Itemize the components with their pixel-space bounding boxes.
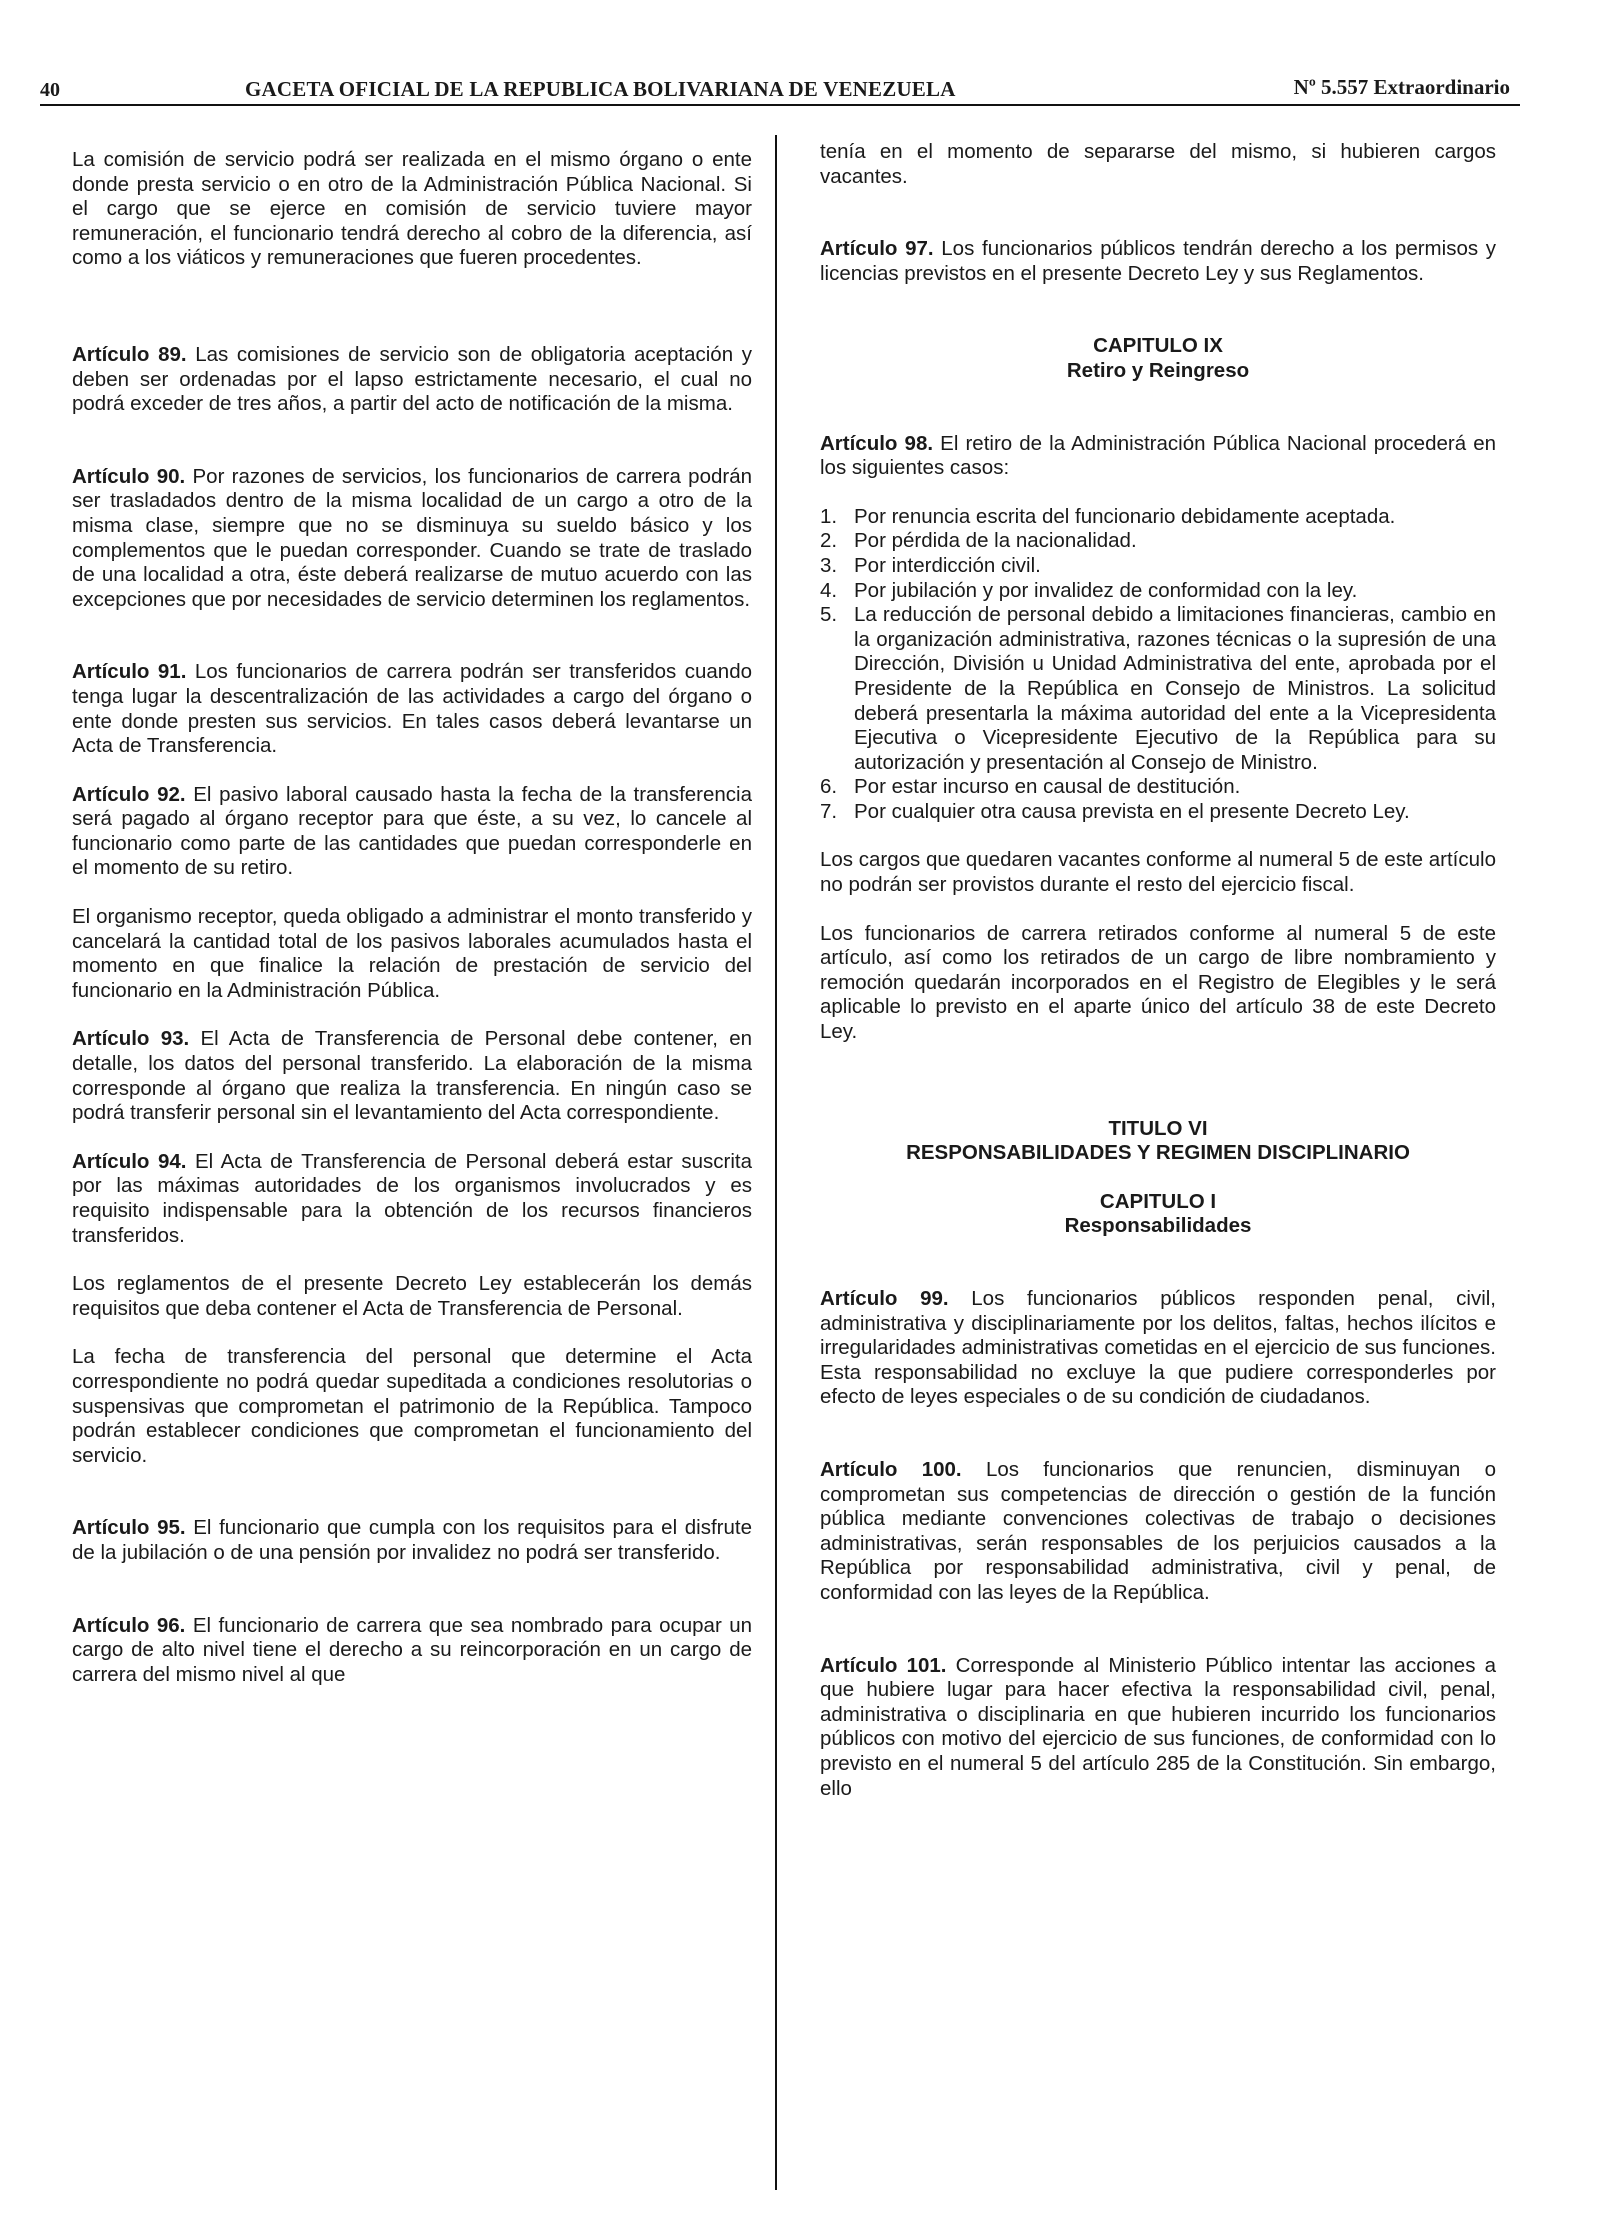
list-item-text: Por interdicción civil. [854, 553, 1041, 577]
right-column [820, 140, 1496, 1801]
chapter-title: CAPITULO I [1099, 1189, 1217, 1213]
article-label: Artículo 100. [820, 1457, 962, 1481]
chapter-subtitle: Responsabilidades [1064, 1214, 1252, 1238]
article-100: Artículo 100. Los funcionarios que renuncien, disminuyan o comprometan sus competencias de dirección o gestión de la función pública mediante convenciones colectivas de trabajo o decisiones administrativas, serán responsables de los perjuicios causados a la República por responsabilidad administrativa, civil y penal, de conformidad con las leyes de la República. [820, 1457, 1496, 1604]
article-label: Artículo 89. [72, 342, 187, 366]
paragraph: Los funcionarios de carrera retirados conforme al numeral 5 de este artículo, así como los retirados de un cargo de libre nombramiento y remoción quedarán incorporados en el Registro de Elegibles y le será aplicable lo previsto en el aparte único del artículo 38 de este Decreto Ley. [820, 921, 1496, 1044]
title-subtitle: RESPONSABILIDADES Y REGIMEN DISCIPLINARIO [906, 1141, 1410, 1165]
paragraph: El organismo receptor, queda obligado a administrar el monto transferido y cancelará la cantidad total de los pasivos laborales acumulados hasta el momento en que finalice la relación de prestación de servicio del funcionario en la Administración Pública. [72, 905, 752, 1002]
chapter-heading [820, 1190, 1496, 1239]
title-heading [820, 1117, 1496, 1166]
chapter-title: CAPITULO IX [1093, 334, 1223, 358]
paragraph: La fecha de transferencia del personal que determine el Acta correspondiente no podrá quedar supeditada a condiciones resolutorias o suspensivas que comprometan el patrimonio de la República. Tampoco podrán establecer condiciones que comprometan el funcionamiento del servicio. [72, 1345, 752, 1467]
paragraph: tenía en el momento de separarse del mismo, si hubieren cargos vacantes. [820, 140, 1496, 188]
article-98: Artículo 98. El retiro de la Administración Pública Nacional procederá en los siguientes casos: [820, 431, 1496, 480]
article-label: Artículo 90. [72, 464, 186, 488]
article-label: Artículo 96. [72, 1613, 186, 1637]
list-item-text: Por jubilación y por invalidez de conformidad con la ley. [854, 578, 1358, 602]
article-89: Artículo 89. Las comisiones de servicio son de obligatoria aceptación y deben ser ordenadas por el lapso estrictamente necesario, el cual no podrá exceder de tres años, a partir del acto de notificación de la misma. [72, 342, 752, 416]
article-96: Artículo 96. El funcionario de carrera que sea nombrado para ocupar un cargo de alto nivel tiene el derecho a su reincorporación en un cargo de carrera del mismo nivel al que [72, 1613, 752, 1686]
list-item-number: 3. [820, 553, 838, 577]
paragraph: La comisión de servicio podrá ser realizada en el mismo órgano o ente donde presta servicio o en otro de la Administración Pública Nacional. Si el cargo que se ejerce en comisión de servicio tuviere mayor remuneración, el funcionario tendrá derecho al cobro de la diferencia, así como a los viáticos y remuneraciones que fueren procedentes. [72, 148, 752, 270]
article-label: Artículo 93. [72, 1027, 190, 1051]
article-label: Artículo 94. [72, 1149, 187, 1173]
list-item-text: Por pérdida de la nacionalidad. [854, 529, 1137, 553]
article-label: Artículo 92. [72, 782, 186, 806]
list-item [820, 603, 1496, 775]
article-label: Artículo 99. [820, 1287, 949, 1310]
article-95: Artículo 95. El funcionario que cumpla con los requisitos para el disfrute de la jubilación o de una pensión por invalidez no podrá ser transferido. [72, 1516, 752, 1564]
list-item [820, 775, 1496, 800]
article-label: Artículo 97. [820, 237, 934, 261]
left-column [72, 148, 752, 1687]
numbered-list [820, 505, 1496, 825]
list-item-number: 1. [820, 504, 838, 528]
article-label: Artículo 101. [820, 1653, 947, 1677]
article-90: Artículo 90. Por razones de servicios, los funcionarios de carrera podrán ser trasladados dentro de la misma localidad de un cargo a otro de la misma clase, siempre que no se disminuya su sueldo básico y los complementos que le puedan corresponder. Cuando se trate de traslado de una localidad a otra, éste deberá realizarse de mutuo acuerdo con las excepciones que por necesidades de servicio determinen los reglamentos. [72, 464, 753, 611]
list-item-text: Por renuncia escrita del funcionario debidamente aceptada. [854, 504, 1396, 528]
article-93: Artículo 93. El Acta de Transferencia de Personal debe contener, en detalle, los datos del personal transferido. La elaboración de la misma corresponde al órgano que realiza la transferencia. En ningún caso se podrá transferir personal sin el levantamiento del Acta correspondiente. [72, 1027, 752, 1125]
list-item-text: La reducción de personal debido a limitaciones financieras, cambio en la organización administrativa, razones técnicas o la supresión de una Dirección, División u Unidad Administrativa del ente, aprobada por el Presidente de la República en Consejo de Ministros. La solicitud deberá presentarla la máxima autoridad del ente a la Vicepresidenta Ejecutiva o Vicepresidente Ejecutivo de la República para su autorización y presentación al Consejo de Ministro. [854, 603, 1496, 774]
list-item-number: 7. [820, 799, 838, 823]
article-label: Artículo 91. [72, 660, 187, 684]
list-item [820, 800, 1496, 825]
list-item [820, 529, 1496, 554]
list-item-number: 2. [820, 529, 838, 553]
list-item-text: Por estar incurso en causal de destitución. [854, 775, 1241, 799]
page-number: 40 [40, 79, 60, 101]
title-number: TITULO VI [1108, 1116, 1208, 1140]
paragraph: Los cargos que quedaren vacantes conforme al numeral 5 de este artículo no podrán ser provistos durante el resto del ejercicio fiscal. [820, 848, 1496, 897]
list-item-number: 5. [820, 603, 838, 627]
article-label: Artículo 95. [72, 1516, 186, 1540]
list-item-number: 4. [820, 578, 838, 602]
article-101: Artículo 101. Corresponde al Ministerio Público intentar las acciones a que hubiere lugar para hacer efectiva la responsabilidad civil, penal, administrativa o disciplinaria en que hubieren incurrido los funcionarios públicos con motivo del ejercicio de sus funciones, de conformidad con lo previsto en el numeral 5 del artículo 285 de la Constitución. Sin embargo, ello [820, 1653, 1496, 1800]
article-99: Artículo 99. Los funcionarios públicos responden penal, civil, administrativa y disciplinariamente por los delitos, faltas, hechos ilícitos e irregularidades administrativas cometidas en el ejercicio de sus funciones. Esta responsabilidad no excluye la que pudiere corresponderles por efecto de leyes especiales o de su condición de ciudadanos. [820, 1287, 1496, 1409]
chapter-subtitle: Retiro y Reingreso [1066, 358, 1250, 382]
list-item [820, 505, 1496, 530]
column-divider [775, 135, 777, 2190]
article-97: Artículo 97. Los funcionarios públicos tendrán derecho a los permisos y licencias previstos en el presente Decreto Ley y sus Reglamentos. [820, 237, 1497, 285]
page-header [40, 74, 1520, 106]
paragraph: Los reglamentos de el presente Decreto Ley establecerán los demás requisitos que deba contener el Acta de Transferencia de Personal. [72, 1272, 752, 1320]
list-item-number: 6. [820, 775, 838, 799]
article-92: Artículo 92. El pasivo laboral causado hasta la fecha de la transferencia será pagado al órgano receptor para que éste, a su vez, lo cancele al funcionario como parte de las cantidades que puedan corresponderle en el momento de su retiro. [72, 782, 753, 880]
chapter-heading [820, 334, 1496, 383]
article-94: Artículo 94. El Acta de Transferencia de Personal deberá estar suscrita por las máximas autoridades de los organismos involucrados y es requisito indispensable para la obtención de los recursos financieros transferidos. [72, 1149, 753, 1247]
article-91: Artículo 91. Los funcionarios de carrera podrán ser transferidos cuando tenga lugar la descentralización de las actividades a cargo del órgano o ente donde presten sus servicios. En tales casos deberá levantarse un Acta de Transferencia. [72, 660, 752, 758]
list-item [820, 579, 1496, 604]
article-label: Artículo 98. [820, 431, 934, 455]
issue-number: Nº 5.557 Extraordinario [1293, 75, 1510, 99]
gazette-title: GACETA OFICIAL DE LA REPUBLICA BOLIVARIANA DE VENEZUELA [245, 77, 956, 101]
list-item-text: Por cualquier otra causa prevista en el presente Decreto Ley. [854, 799, 1410, 823]
list-item [820, 554, 1496, 579]
